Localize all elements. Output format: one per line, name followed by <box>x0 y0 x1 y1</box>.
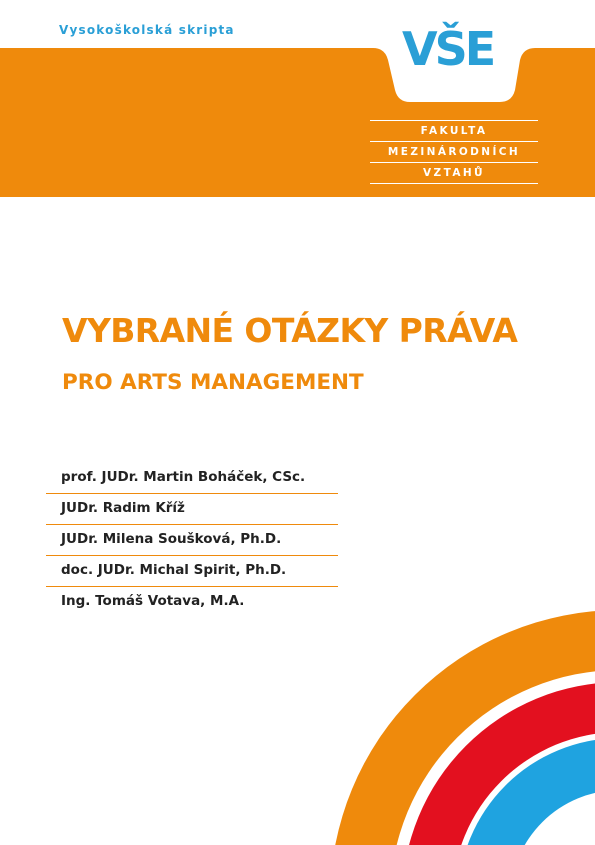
author-item: doc. JUDr. Michal Spirit, Ph.D. <box>46 556 338 587</box>
faculty-line-1: FAKULTA <box>370 120 538 141</box>
author-item: JUDr. Radim Kříž <box>46 494 338 525</box>
vse-logo: VŠE <box>402 22 494 76</box>
author-item: Ing. Tomáš Votava, M.A. <box>61 593 245 609</box>
faculty-line-3: VZTAHŮ <box>370 162 538 184</box>
author-item: JUDr. Milena Soušková, Ph.D. <box>46 525 338 556</box>
book-title: VYBRANÉ OTÁZKY PRÁVA <box>62 311 518 350</box>
series-label: Vysokoškolská skripta <box>59 23 235 37</box>
book-subtitle: PRO ARTS MANAGEMENT <box>62 370 364 395</box>
faculty-line-2: MEZINÁRODNÍCH <box>370 141 538 162</box>
author-item: prof. JUDr. Martin Boháček, CSc. <box>46 463 338 494</box>
